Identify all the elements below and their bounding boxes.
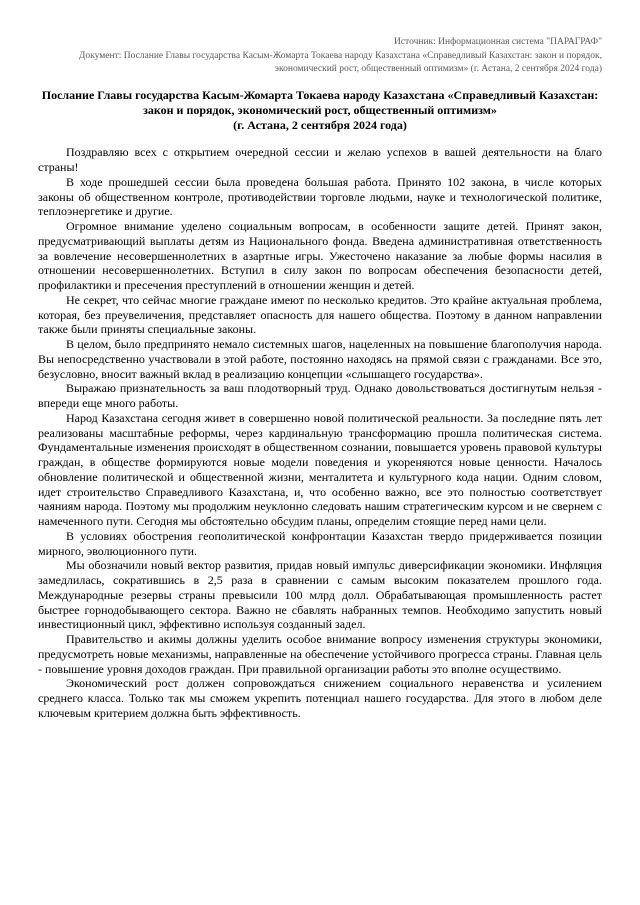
paragraph: Выражаю признательность за ваш плодотворный труд. Однако довольствоваться достигнутым нельзя - впереди еще много работы. [38, 381, 602, 411]
paragraph: Мы обозначили новый вектор развития, придав новый импульс диверсификации экономики. Инфляция замедлилась, сократившись в 2,5 раза в сравнении с самым высоким показателем прошлого года. Международные резервы страны превысили 100 млрд долл. Обрабатывающая промышленность растет быстрее горнодобывающего сектора. Важно не сбавлять набранных темпов. Необходимо запустить новый инвестиционный цикл, эффективно используя созданный задел. [38, 558, 602, 632]
paragraph: Огромное внимание уделено социальным вопросам, в особенности защите детей. Принят закон, предусматривающий выплаты детям из Национального фонда. Введена административная ответственность за вовлечение несовершеннолетних в азартные игры. Ужесточено наказание за любые формы насилия в отношении несовершеннолетних. Вступил в силу закон по вопросам обеспечения безопасности детей, профилактики и пресечения преступлений в отношении женщин и детей. [38, 219, 602, 293]
paragraph: Народ Казахстана сегодня живет в совершенно новой политической реальности. За последние пять лет реализованы масштабные реформы, через кардинальную трансформацию прошла политическая система. Фундаментальные изменения происходят в общественном сознании, повышается уровень правовой культуры граждан, в обществе формируются новые модели поведения и укореняются новые ценности. Началось обновление политической и общественной жизни, менталитета и культурного кода нации. Одним словом, идет строительство Справедливого Казахстана, и, что особенно важно, все это полностью соответствует чаяниям народа. Поэтому мы продолжим неуклонно следовать нашим стратегическим курсом и не свернем с намеченного пути. Сегодня мы обстоятельно обсудим планы, определим стоящие перед нами цели. [38, 410, 602, 529]
source-line: Источник: Информационная система "ПАРАГРАФ" [393, 37, 602, 47]
document-meta [38, 36, 602, 76]
paragraph: В целом, было предпринято немало системных шагов, нацеленных на повышение благополучия народа. Вы непосредственно участвовали в этой работе, постоянно находясь на прямой связи с гражданами. Все это, безусловно, вносит важный вклад в реализацию концепции «слышащего государства». [38, 337, 602, 381]
paragraph: В ходе прошедшей сессии была проведена большая работа. Принято 102 закона, в числе которых законы об общественном контроле, противодействии торговле людьми, науке и технологической политике, теплоэнергетике и другие. [38, 174, 602, 219]
paragraph: Не секрет, что сейчас многие граждане имеют по несколько кредитов. Это крайне актуальная проблема, которая, без преувеличения, представляет опасность для нашего общества. Поэтому в данном направлении также были приняты специальные законы. [38, 292, 602, 337]
paragraph: В условиях обострения геополитической конфронтации Казахстан твердо придерживается позиции мирного, эволюционного пути. [38, 528, 602, 558]
paragraph: Правительство и акимы должны уделить особое внимание вопросу изменения структуры экономики, предусмотреть новые механизмы, направленные на обеспечение устойчивого прогресса страны. Главная цель - повышение уровня доходов граждан. При правильной организации работы это вполне осуществимо. [38, 632, 602, 676]
paragraph: Экономический рост должен сопровождаться снижением социального неравенства и усилением среднего класса. Только так мы сможем укрепить потенциал нашего государства. Для этого в любом деле ключевым критерием должна быть эффективность. [38, 676, 602, 720]
document-line: Документ: Послание Главы государства Касым-Жомарта Токаева народу Казахстана «Справедливый Казахстан: закон и порядок, экономический рост, общественный оптимизм» (г. Астана, 2 сентября 2024 года) [78, 51, 602, 74]
document-title [38, 88, 602, 132]
title-date: (г. Астана, 2 сентября 2024 года) [233, 117, 407, 132]
paragraph: Поздравляю всех с открытием очередной сессии и желаю успехов в вашей деятельности на благо страны! [38, 145, 602, 175]
title-main: Послание Главы государства Касым-Жомарта Токаева народу Казахстана «Справедливый Казахстан: закон и порядок, экономический рост, общественный оптимизм» [41, 88, 599, 117]
document-body [38, 145, 602, 720]
